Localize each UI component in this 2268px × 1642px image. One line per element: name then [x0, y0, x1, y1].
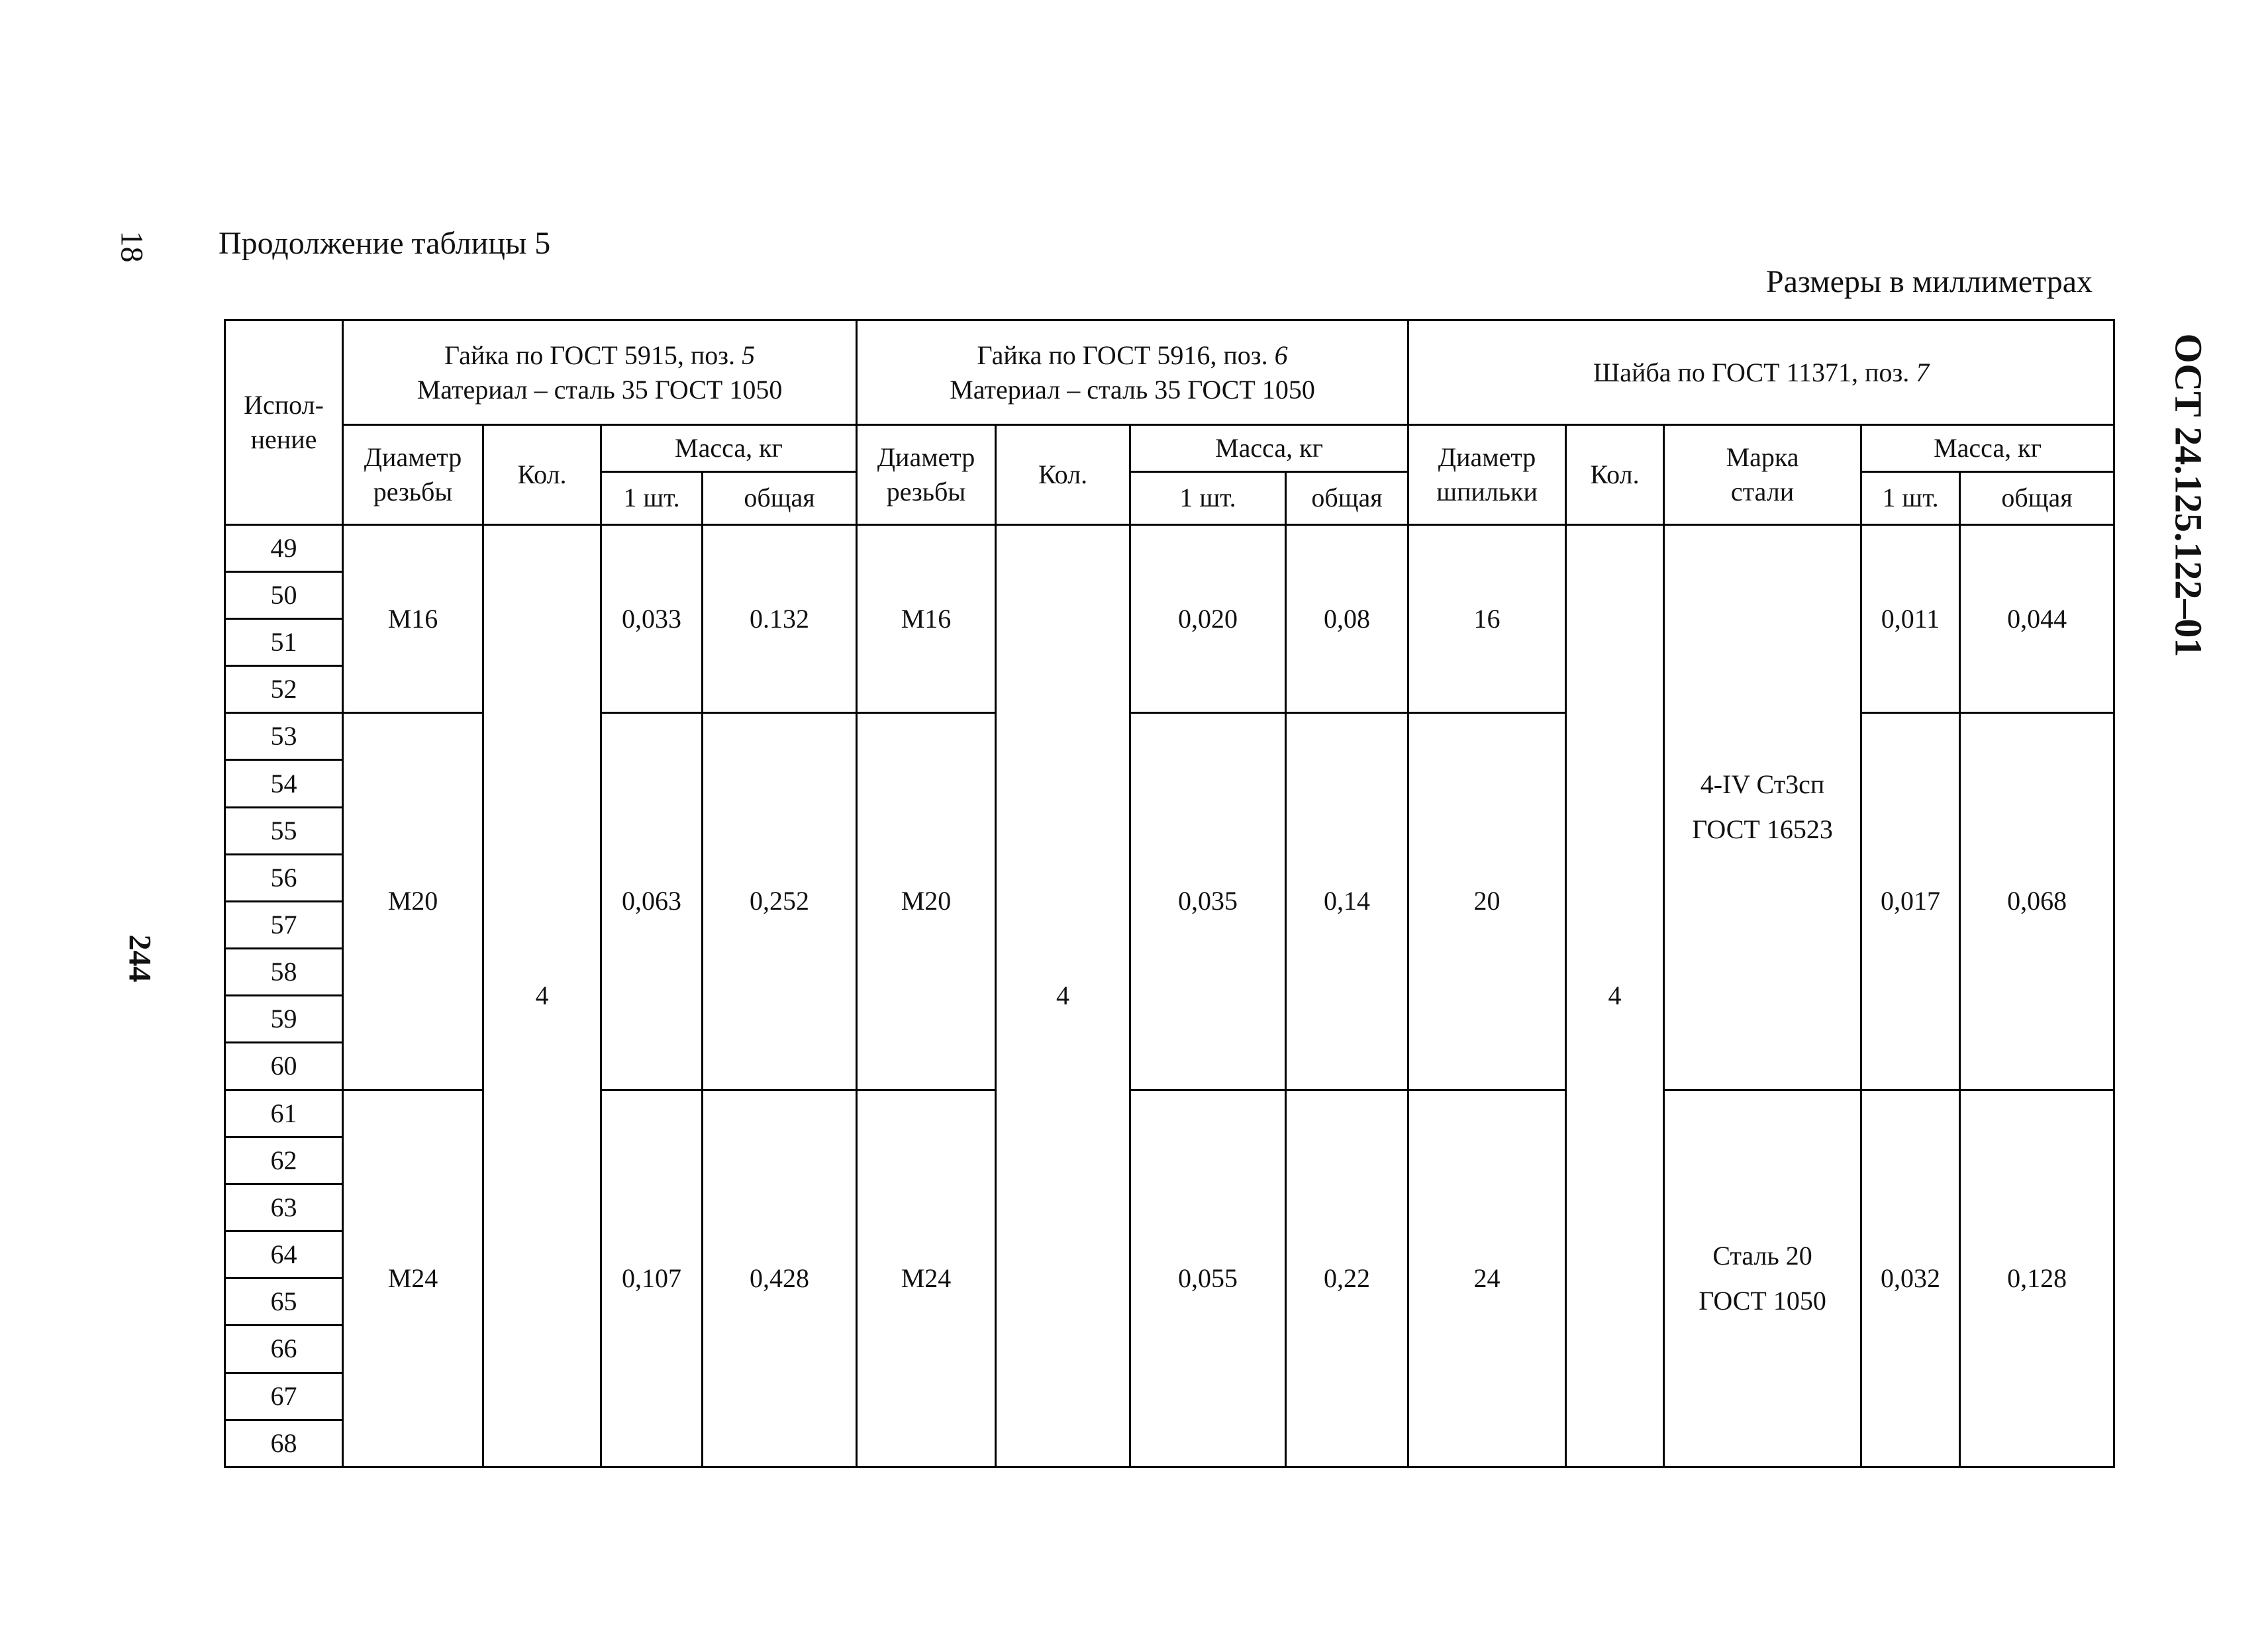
units-note: Размеры в миллиметрах — [1765, 264, 2093, 299]
page-number: 18 — [114, 230, 150, 263]
nut2-mass-one: 0,055 — [1130, 1090, 1286, 1467]
header-one-piece: 1 шт. — [601, 471, 703, 524]
header-thread-diameter: Диаметр резьбы — [857, 425, 996, 524]
header-stud-diameter: Диаметр шпильки — [1408, 425, 1566, 524]
steel-grade-a: 4-IV Ст3сп ГОСТ 16523 — [1664, 524, 1861, 1090]
washer-mass-total: 0,128 — [1960, 1090, 2114, 1467]
variant-cell: 50 — [225, 571, 343, 618]
header-total: общая — [1286, 471, 1408, 524]
nut2-thread: М20 — [857, 713, 996, 1090]
variant-cell: 53 — [225, 713, 343, 760]
nut2-mass-total: 0,14 — [1286, 713, 1408, 1090]
nut1-mass-total: 0,428 — [703, 1090, 857, 1467]
nut1-mass-total: 0.132 — [703, 524, 857, 713]
header-mass: Масса, кг — [1861, 425, 2114, 471]
header-one-piece: 1 шт. — [1861, 471, 1960, 524]
variant-cell: 58 — [225, 949, 343, 996]
variant-cell: 62 — [225, 1137, 343, 1184]
washer-mass-total: 0,044 — [1960, 524, 2114, 713]
header-washer-11371: Шайба по ГОСТ 11371, поз. 7 — [1408, 320, 2114, 425]
sheet-number: 244 — [122, 934, 158, 983]
variant-cell: 51 — [225, 619, 343, 666]
stud-diameter: 20 — [1408, 713, 1566, 1090]
washer-mass-one: 0,032 — [1861, 1090, 1960, 1467]
nut2-thread: М24 — [857, 1090, 996, 1467]
nut2-mass-total: 0,22 — [1286, 1090, 1408, 1467]
nut2-mass-one: 0,020 — [1130, 524, 1286, 713]
steel-grade-b: Сталь 20 ГОСТ 1050 — [1664, 1090, 1861, 1467]
nut1-thread: М20 — [343, 713, 483, 1090]
nut1-mass-one: 0,063 — [601, 713, 703, 1090]
washer-mass-total: 0,068 — [1960, 713, 2114, 1090]
header-nut-5915: Гайка по ГОСТ 5915, поз. 5 Материал – сталь 35 ГОСТ 1050 — [343, 320, 857, 425]
document-code: ОСТ 24.125.122–01 — [2167, 333, 2210, 657]
nut1-mass-one: 0,033 — [601, 524, 703, 713]
header-total: общая — [1960, 471, 2114, 524]
header-qty: Кол. — [483, 425, 601, 524]
header-qty: Кол. — [996, 425, 1130, 524]
variant-cell: 68 — [225, 1420, 343, 1467]
header-mass: Масса, кг — [601, 425, 857, 471]
nut1-mass-total: 0,252 — [703, 713, 857, 1090]
nut2-mass-total: 0,08 — [1286, 524, 1408, 713]
header-thread-diameter: Диаметр резьбы — [343, 425, 483, 524]
variant-cell: 54 — [225, 760, 343, 807]
header-one-piece: 1 шт. — [1130, 471, 1286, 524]
table-caption: Продолжение таблицы 5 — [219, 226, 551, 261]
header-steel-grade: Марка стали — [1664, 425, 1861, 524]
variant-cell: 49 — [225, 524, 343, 571]
variant-cell: 57 — [225, 901, 343, 948]
nut2-mass-one: 0,035 — [1130, 713, 1286, 1090]
variant-cell: 64 — [225, 1232, 343, 1279]
header-nut-5916: Гайка по ГОСТ 5916, поз. 6 Материал – сталь 35 ГОСТ 1050 — [857, 320, 1408, 425]
variant-cell: 55 — [225, 807, 343, 854]
spec-table — [224, 319, 2115, 1468]
nut1-thread: М16 — [343, 524, 483, 713]
stud-diameter: 24 — [1408, 1090, 1566, 1467]
nut1-thread: М24 — [343, 1090, 483, 1467]
washer-mass-one: 0,017 — [1861, 713, 1960, 1090]
variant-cell: 66 — [225, 1326, 343, 1373]
variant-cell: 59 — [225, 996, 343, 1043]
header-qty: Кол. — [1566, 425, 1664, 524]
variant-cell: 61 — [225, 1090, 343, 1137]
nut2-thread: М16 — [857, 524, 996, 713]
stud-diameter: 16 — [1408, 524, 1566, 713]
nut2-qty: 4 — [996, 524, 1130, 1467]
header-total: общая — [703, 471, 857, 524]
washer-qty: 4 — [1566, 524, 1664, 1467]
variant-cell: 63 — [225, 1184, 343, 1231]
washer-mass-one: 0,011 — [1861, 524, 1960, 713]
variant-cell: 60 — [225, 1043, 343, 1090]
nut1-qty: 4 — [483, 524, 601, 1467]
variant-cell: 65 — [225, 1279, 343, 1326]
header-variant: Испол- нение — [225, 320, 343, 525]
variant-cell: 67 — [225, 1373, 343, 1420]
variant-cell: 56 — [225, 854, 343, 901]
header-mass: Масса, кг — [1130, 425, 1408, 471]
nut1-mass-one: 0,107 — [601, 1090, 703, 1467]
variant-cell: 52 — [225, 666, 343, 713]
